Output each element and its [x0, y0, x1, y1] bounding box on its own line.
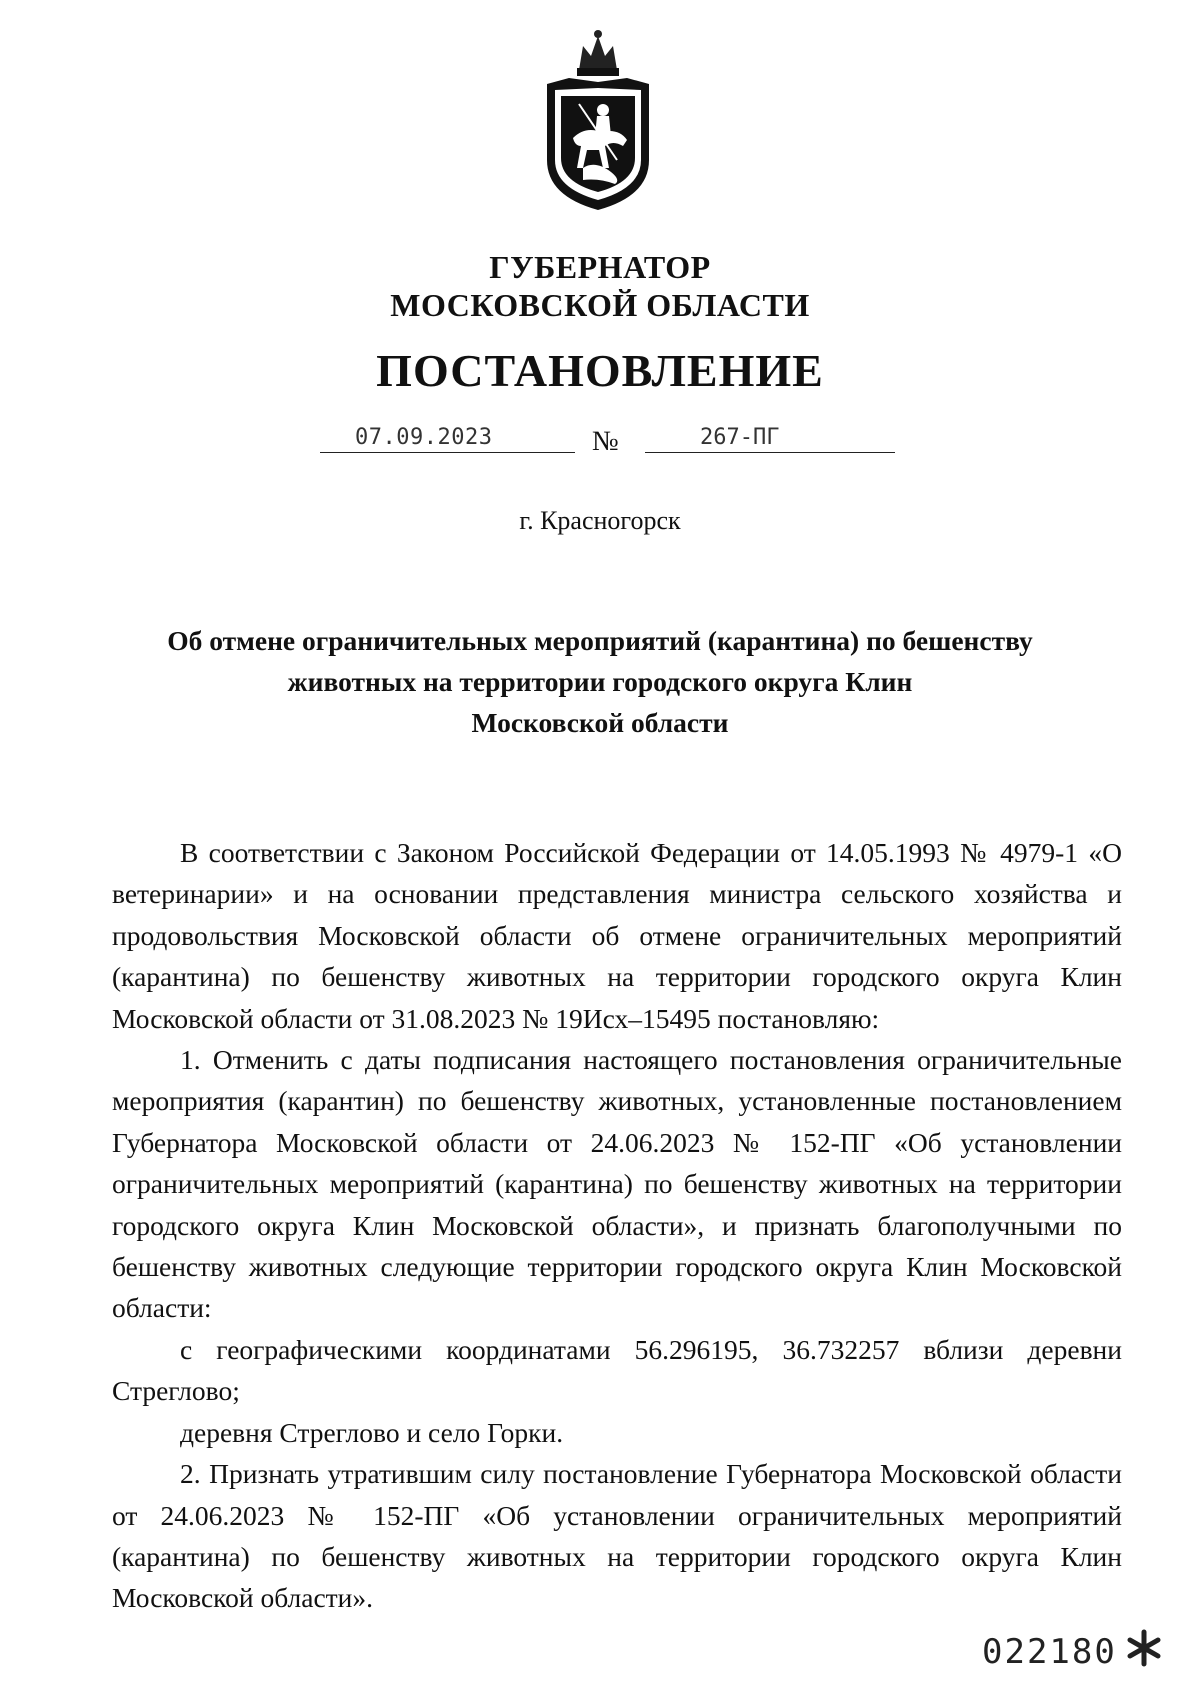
item-2-paragraph: 2. Признать утратившим силу постановление Губернатора Московской области от 24.06.2023 № 152-ПГ «Об установлении ограничительных мероприятий (карантина) по бешенству животных на территории городского округа Клин Московской области».: [112, 1458, 1122, 1614]
document-date: 07.09.2023: [355, 425, 493, 450]
asterisk-icon: [1124, 1628, 1164, 1668]
preamble-paragraph: В соответствии с Законом Российской Федерации от 14.05.1993 № 4979-1 «О ветеринарии» и на основании представления министра сельского хозяйства и продовольствия Московской области об отмене ограничительных мероприятий (карантина) по бешенству животных на территории городского округа Клин Московской области от 31.08.2023 № 19Исх–15495 постановляю:: [112, 837, 1122, 1034]
document-title: [150, 620, 1050, 743]
document-type-heading: ПОСТАНОВЛЕНИЕ: [376, 345, 824, 396]
document-body: [112, 832, 1122, 1619]
coat-of-arms-icon: [539, 28, 657, 212]
document-city: г. Красногорск: [519, 506, 681, 535]
authority-line-2: МОСКОВСКОЙ ОБЛАСТИ: [390, 287, 810, 323]
item-1-subitem-b: деревня Стреглово и село Горки.: [180, 1416, 564, 1448]
serial-number-stamp: 022180: [982, 1632, 1117, 1672]
number-sign: №: [592, 426, 619, 457]
item-1-paragraph: 1. Отменить с даты подписания настоящего постановления ограничительные мероприятия (карантин) по бешенству животных, установленные постановлением Губернатора Московской области от 24.06.2023 № 152-ПГ «Об установлении ограничительных мероприятий (карантина) по бешенству животных на территории городского округа Клин Московской области», и признать благополучными по бешенству животных следующие территории городского округа Клин Московской области:: [112, 1044, 1122, 1324]
document-number: 267-ПГ: [700, 425, 780, 450]
title-line-3: Московской области: [471, 707, 729, 738]
date-underline: [320, 452, 575, 453]
title-line-2: животных на территории городского округа Клин: [287, 666, 913, 697]
number-underline: [645, 452, 895, 453]
authority-line-1: ГУБЕРНАТОР: [489, 249, 711, 285]
item-1-subitem-a: с географическими координатами 56.296195, 36.732257 вблизи деревни Стреглово;: [112, 1333, 1122, 1407]
title-line-1: Об отмене ограничительных мероприятий (карантина) по бешенству: [167, 625, 1033, 656]
